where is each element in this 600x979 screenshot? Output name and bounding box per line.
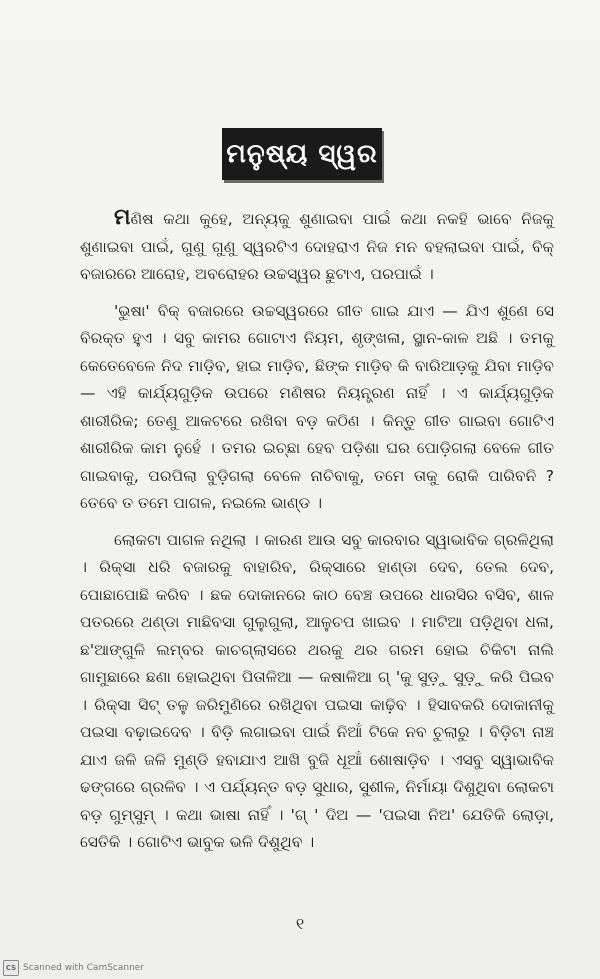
paragraph-1-text: ଣିଷ କଥା କୁହେ, ଅନ୍ୟକୁ ଶୁଣାଇବା ପାଇଁ କଥା ନକହି ଭାବେ ନିଜକୁ ଶୁଣାଇବା ପାଇଁ, ଗୁଣୁ ଗୁଣୁ ସ୍ୱରଟିଏ ଦୋହରାଏ ନିଜ ମନ ବହଲାଇବା ପାଇଁ, ବିକ୍ ବଜାରରେ ଆରୋହ, ଅବରୋହର ଉଚ୍ଚସ୍ୱର ଛୁଟାଏ, ପରପାଇଁ । [80, 210, 554, 283]
page-number: ୧ [295, 914, 305, 933]
paragraph-3: ଲୋକଟା ପାଗଳ ନଥିଲା । କାରଣ ଆଉ ସବୁ କାରବାର ସ୍ୱାଭାବିକ ଗ୍ରଳିଥିଲା । ରିକ୍ସା ଧରି ବଜାରକୁ ବାହାରିବ, ରିକ୍ସାରେ ହାଣ୍ଡା ଦେବ, ତେଲ ଦେବ, ପୋଛାପୋଛି କରିବ । ଛକ ଦୋକାନରେ କାଠ ବେଞ୍ଚ ଉପରେ ଧାରସିର ବସିବ, ଶାଳ ପତରରେ ଥଣ୍ଡା ମାଛିବସା ଗୁଲୁଗୁଲା, ଆଳୁଚପ ଖାଇବ । ମାଟିଆ ପଡ଼ିଥିବା ଧଳା, ଛ'ଆଙ୍ଗୁଳି ଲମ୍ବର କାଚଗ୍ଲାସରେ ଥରକୁ ଥର ଗରମ ହୋଇ ଚିକିଟା ନାଲି ଗାମୁଛାରେ ଛଣା ହୋଇଥିବା ପିତାଳିଆ — କଷାଳିଆ ଗ୍ 'କୁ ସୁଡ଼ୁ ସୁଡ଼ୁ କରି ପିଇବ । ରିକ୍ସା ସିଟ୍ ତଳୁ ଜରିମୁଣିରେ ରଖିଥିବା ପଇସା କାଢ଼ିବ । ହିସାବକରି ଦୋକାନୀକୁ ପଇସା ବଢ଼ାଇଦେବ । ବିଡ଼ି ଲଗାଇବା ପାଇଁ ନିଆଁ ଟିକେ ନବ ଚୁଲାରୁ । ବିଡ଼ିଟା ନାଞ୍ଚ ଯାଏ ଜଳି ଜଳି ମୁଣ୍ଡି ହବାଯାଏ ଆଖି ବୁଜି ଧୂଆଁ ଶୋଷାଡ଼ିବ । ଏସବୁ ସ୍ୱାଭାବିକ ଢଙ୍ଗରେ ଗ୍ରଳିବ । ଏ ପର୍ଯ୍ୟନ୍ତ ବଡ଼ ସୁଧାର, ସୁଶୀଳ, ନିର୍ମାୟା ଦିଶୁଥିବା ଲୋକଟା ବଡ଼ ଗୁମ୍‌ସୁମ୍ । କଥା ଭାଷା ନାହିଁ । 'ଗ୍ ' ଦିଅ — 'ପଇସା ନିଅ' ଯେତିକି ଲୋଡ଼ା, ସେତିକି । ଗୋଟିଏ ଭାବୁକ ଭଳି ଦିଶୁଥିବ । [80, 530, 554, 851]
scanner-watermark-text: Scanned with CamScanner [23, 963, 145, 973]
paragraph-2: 'ଭୁଷା' ବିକ୍ ବଜାରରେ ଉଚ୍ଚସ୍ୱରରେ ଗୀତ ଗାଇ ଯାଏ — ଯିଏ ଶୁଣେ ସେ ବିରକ୍ତ ହୁଏ । ସବୁ କାମର ଗୋଟାଏ ନିୟମ, ଶୃଙ୍ଖଳା, ସ୍ଥାନ-କାଳ ଅଛି । ତମକୁ କେତେବେଳେ ନିଦ ମାଡ଼ିବ, ହାଇ ମାଡ଼ିବ, ଛିଙ୍କ ମାଡ଼ିବ କି ବାରିଆଡ଼କୁ ଯିବା ମାଡ଼ିବ— ଏହି କାର୍ଯ୍ୟଗୁଡ଼ିକ ଉପରେ ମଣିଷର ନିୟନ୍ତ୍ରଣ ନାହିଁ । ଏ କାର୍ଯ୍ୟଗୁଡ଼ିକ ଶାରୀରିକ; ତେଣୁ ଆକଟରେ ରଖିବା ବଡ଼ କଠିଣ । କିନ୍ତୁ ଗୀତ ଗାଇବା ଗୋଟିଏ ଶାରୀରିକ କାମ ନୁହେଁ । ତମର ଇଚ୍ଛା ହେବ ପଡ଼ିଶା ଘର ପୋଡ଼ିଗଲା ବେଳେ ଗୀତ ଗାଇବାକୁ, ପରପିଲା ବୁଡ଼ିଗଲା ବେଳେ ନାଚିବାକୁ, ତମେ ତାକୁ ରୋକି ପାରିବନି ? ତେବେ ତ ତମେ ପାଗଳ, ନଇଲେ ଭାଣ୍ଡ । [80, 301, 554, 512]
scanner-watermark [3, 960, 144, 976]
camscanner-icon: CS [3, 960, 19, 976]
paragraph-1 [80, 204, 554, 289]
body-text [80, 204, 554, 857]
drop-cap: ମ [114, 205, 131, 230]
chapter-title: ମନୁଷ୍ୟ ସ୍ୱର [222, 128, 382, 180]
